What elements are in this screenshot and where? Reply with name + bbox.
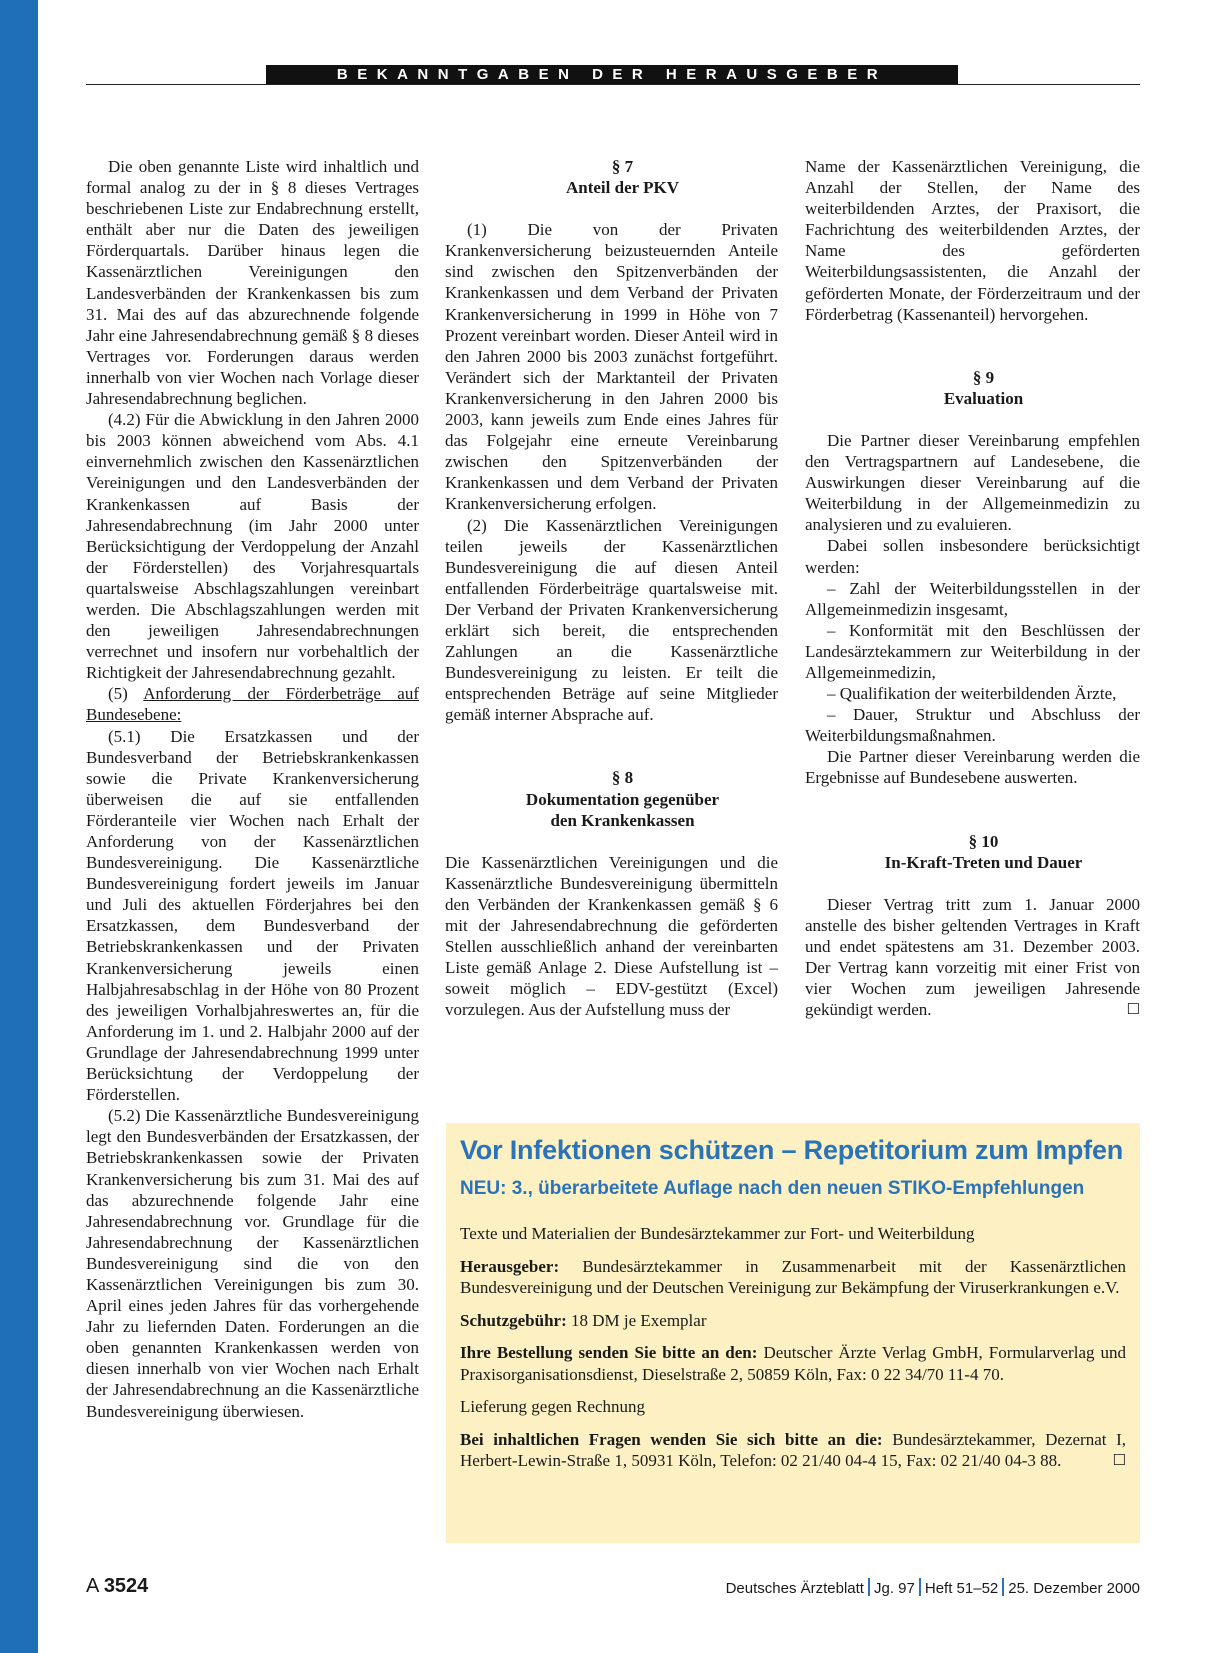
label: Bei inhaltlichen Fragen wenden Sie sich bitte an die: [460,1429,883,1449]
label: Herausgeber: [460,1256,560,1276]
value: Bundesärztekammer, Dezernat I, Herbert-Lewin-Straße 1, 50931 Köln, Telefon: 02 21/40 04-4 15, Fax: 02 21/40 04-3 88. [460,1429,1127,1470]
page-number [86,1575,148,1598]
label: Ihre Bestellung senden Sie bitte an den: [460,1343,758,1362]
promo-order [460,1342,1126,1385]
promo-delivery: Lieferung gegen Rechnung [460,1397,646,1416]
section-title: In-Kraft-Treten und Dauer [884,852,1083,872]
divider [1002,1578,1004,1596]
paragraph-prefix: (5) [108,684,144,704]
section-number: § 8 [611,768,634,788]
value: Bundesärztekammer in Zusammenarbeit mit der Kassenärztlichen Bundesvereinigung und der Deutschen Vereinigung zur Bekämpfung der Viruserkrankungen e.V. [460,1256,1126,1297]
paragraph: Die Partner dieser Vereinbarung empfehlen den Vertragspartnern auf Landesebene, die Auswirkungen dieser Vereinbarung auf die Weiterbildung in der Allgemeinmedizin zu analysieren und zu evaluieren. [805,430,1140,535]
page-number-value: 3524 [103,1575,149,1597]
divider [919,1578,921,1596]
footer-citation [726,1578,1140,1597]
paragraph: Die oben genannte Liste wird inhaltlich und formal analog zu der in § 8 dieses Vertrages beschriebenen Liste zur Endabrechnung erstellt, enthält aber nur die Daten des jeweiligen Förderquartals. Darüber hinaus legen die Kassenärztlichen Vereinigungen den Landesverbänden der Krankenkassen bis zum 31. Mai des auf das abzurechnende folgende Jahr eine Jahresendabrechnung gemäß § 8 dieses Vertrages vor. Forderungen daraus werden innerhalb von vier Wochen nach Vorlage dieser Jahresendabrechnung beglichen. [86,157,419,409]
section-number: § 9 [972,367,995,387]
list-item: – Zahl der Weiterbildungsstellen in der Allgemeinmedizin insgesamt, [805,578,1140,619]
section-title: Anteil der PKV [565,178,679,198]
section-number: § 10 [968,831,999,851]
paragraph-text: Dieser Vertrag tritt zum 1. Januar 2000 anstelle des bisher geltenden Vertrages in Kraft und endet spätestens am 31. Dezember 2003. Der Vertrag kann vorzeitig mit einer Frist von vier Wochen zum jeweiligen Jahresende gekündigt werden. [805,894,1140,1020]
value: 18 DM je Exemplar [570,1310,707,1330]
column-3 [805,156,1140,1020]
paragraph: (4.2) Für die Abwicklung in den Jahren 2000 bis 2003 können abweichend vom Abs. 4.1 einvernehmlich zwischen den Kassenärztlichen Vereinigungen und den Landesverbänden der Krankenkassen auf Basis der Jahresendabrechnung (im Jahr 2000 unter Berücksichtigung der Verdoppelung der Anzahl der Förderstellen) des Vorjahresquartals quartalsweise Abschlagszahlungen vereinbart werden. Die Abschlagszahlungen werden mit den jeweiligen Jahresendabrechnungen verrechnet und insofern nur vorbehaltlich der Richtigkeit der Jahresendabrechnung gezahlt. [86,410,419,683]
list-item: – Dauer, Struktur und Abschluss der Weiterbildungsmaßnahmen. [805,705,1140,746]
paragraph: (2) Die Kassenärztlichen Vereinigungen teilen jeweils der Kassenärztlichen Bundesvereinigung die auf diesen Anteil entfallenden Förderbeiträge quartalsweise mit. Der Verband der Privaten Krankenversicherung erklärt sich bereit, die entsprechenden Zahlungen an die Kassenärztliche Bundesvereinigung zu leisten. Er teilt die entsprechenden Beträge auf seine Mitglieder gemäß interner Absprache auf. [445,515,778,725]
section-header: BEKANNTGABEN DER HERAUSGEBER [266,65,958,85]
promo-questions [460,1429,1126,1472]
section-number: § 7 [611,157,634,176]
section-title: Dokumentation gegenüber [525,789,720,809]
column-2 [445,156,778,1020]
paragraph: (1) Die von der Privaten Krankenversicherung beizusteuernden Anteile sind zwischen den Spitzenverbänden der Krankenkassen und dem Verband der Privaten Krankenversicherung in 1999 in Höhe von 7 Prozent vereinbart worden. Dieser Anteil wird in den Jahren 2000 bis 2003 zunächst fortgeführt. Verändert sich der Marktanteil der Privaten Krankenversicherung in den Jahren 2000 bis 2003, kann jeweils zum Ende eines Jahres für das Folgejahr eine erneute Vereinbarung zwischen den Spitzenverbänden der Krankenkassen und dem Verband der Privaten Krankenversicherung erfolgen. [445,220,778,514]
paragraph: (5.2) Die Kassenärztliche Bundesvereinigung legt den Bundesverbänden der Ersatzkassen, der Betriebskrankenkassen sowie der Privaten Krankenversicherung bis zum 31. Mai des auf das abzurechnende folgende Jahr eine Jahresendabrechnung vor. Grundlage für die Jahresendabrechnung der Kassenärztlichen Bundesvereinigung sind die von den Kassenärztlichen Vereinigungen bis zum 30. April eines jeden Jahres für das vorhergehende Jahr zu liefernden Daten. Forderungen an die oben genannten Krankenkassen werden von diesen innerhalb von vier Wochen nach Erhalt der Jahresendabrechnung an die Kassenärztliche Bundesvereinigung überwiesen. [86,1106,419,1421]
page-prefix: A [86,1575,99,1597]
promo-body [460,1223,1126,1483]
paragraph: (5.1) Die Ersatzkassen und der Bundesverband der Betriebskrankenkassen sowie die Private Krankenversicherung überweisen die auf sie entfallenden Förderanteile vier Wochen nach Erhalt der Anforderung von der Kassenärztlichen Bundesvereinigung. Die Kassenärztliche Bundesvereinigung fordert jeweils im Januar und Juli des aktuellen Förderjahres bei den Ersatzkassen, dem Bundesverband der Betriebskrankenkassen und der Privaten Krankenversicherung jeweils einen Halbjahresabschlag in der Höhe von 80 Prozent des jeweiligen Vorhalbjahreswertes an, für die Anforderung im 1. und 2. Halbjahr 2000 auf der Grundlage der Jahresendabrechnung 1999 unter Berücksichtung der Verdoppelung der Förderstellen. [86,726,419,1105]
journal-issue: Heft 51–52 [924,1580,999,1597]
section-title: Evaluation [943,388,1024,408]
left-color-bar [0,0,38,1653]
list-item: – Konformität mit den Beschlüssen der Landesärztekammern zur Weiterbildung in der Allgemeinmedizin, [805,620,1140,682]
promo-box [446,1123,1140,1543]
value: Deutscher Ärzte Verlag GmbH, Formularverlag und Praxisorganisationsdienst, Dieselstraße 2, 50859 Köln, Fax: 0 22 34/70 11-4 70. [460,1343,1127,1384]
underlined-heading: Anforderung der Förderbeträge auf Bundesebene: [86,684,420,725]
promo-line: Texte und Materialien der Bundesärztekammer zur Fort- und Weiterbildung [460,1224,975,1243]
promo-publisher [460,1256,1126,1299]
header-rule [86,84,1140,85]
promo-title: Vor Infektionen schützen – Repetitorium zum Impfen [460,1135,1124,1165]
label: Schutzgebühr: [460,1310,567,1330]
journal-name: Deutsches Ärzteblatt [725,1580,864,1597]
end-mark-icon: ☐ [1112,1451,1126,1469]
end-mark-icon: ☐ [1126,1000,1140,1019]
promo-subtitle: NEU: 3., überarbeitete Auflage nach den neuen STIKO-Empfehlungen [460,1178,1085,1199]
list-item: – Qualifikation der weiterbildenden Ärzte, [827,684,1117,704]
section-title: den Krankenkassen [550,810,695,830]
paragraph: Dabei sollen insbesondere berücksichtigt werden: [805,536,1140,577]
column-1 [86,156,419,1422]
paragraph: Die Partner dieser Vereinbarung werden die Ergebnisse auf Bundesebene auswerten. [805,747,1140,788]
paragraph: Die Kassenärztlichen Vereinigungen und die Kassenärztliche Bundesvereinigung übermitteln den Verbänden der Krankenkassen gemäß § 6 mit der Jahresendabrechnung die geförderten Stellen ausschließlich anhand der vereinbarten Liste gemäß Anlage 2. Diese Aufstellung ist – soweit möglich – EDV-gestützt (Excel) vorzulegen. Aus der Aufstellung muss der [445,852,778,1020]
paragraph [86,683,419,725]
divider [868,1578,870,1596]
paragraph: Name der Kassenärztlichen Vereinigung, die Anzahl der Stellen, der Name des weiterbildenden Arztes, der Praxisort, die Fachrichtung des weiterbildenden Arztes, der Name des geförderten Weiterbildungsassistenten, die Anzahl der geförderten Monate, der Förderzeitraum und der Förderbetrag (Kassenanteil) hervorgehen. [805,157,1140,324]
paragraph [805,894,1140,1021]
journal-date: 25. Dezember 2000 [1008,1580,1140,1597]
journal-volume: Jg. 97 [873,1580,915,1597]
promo-fee [460,1310,1126,1332]
